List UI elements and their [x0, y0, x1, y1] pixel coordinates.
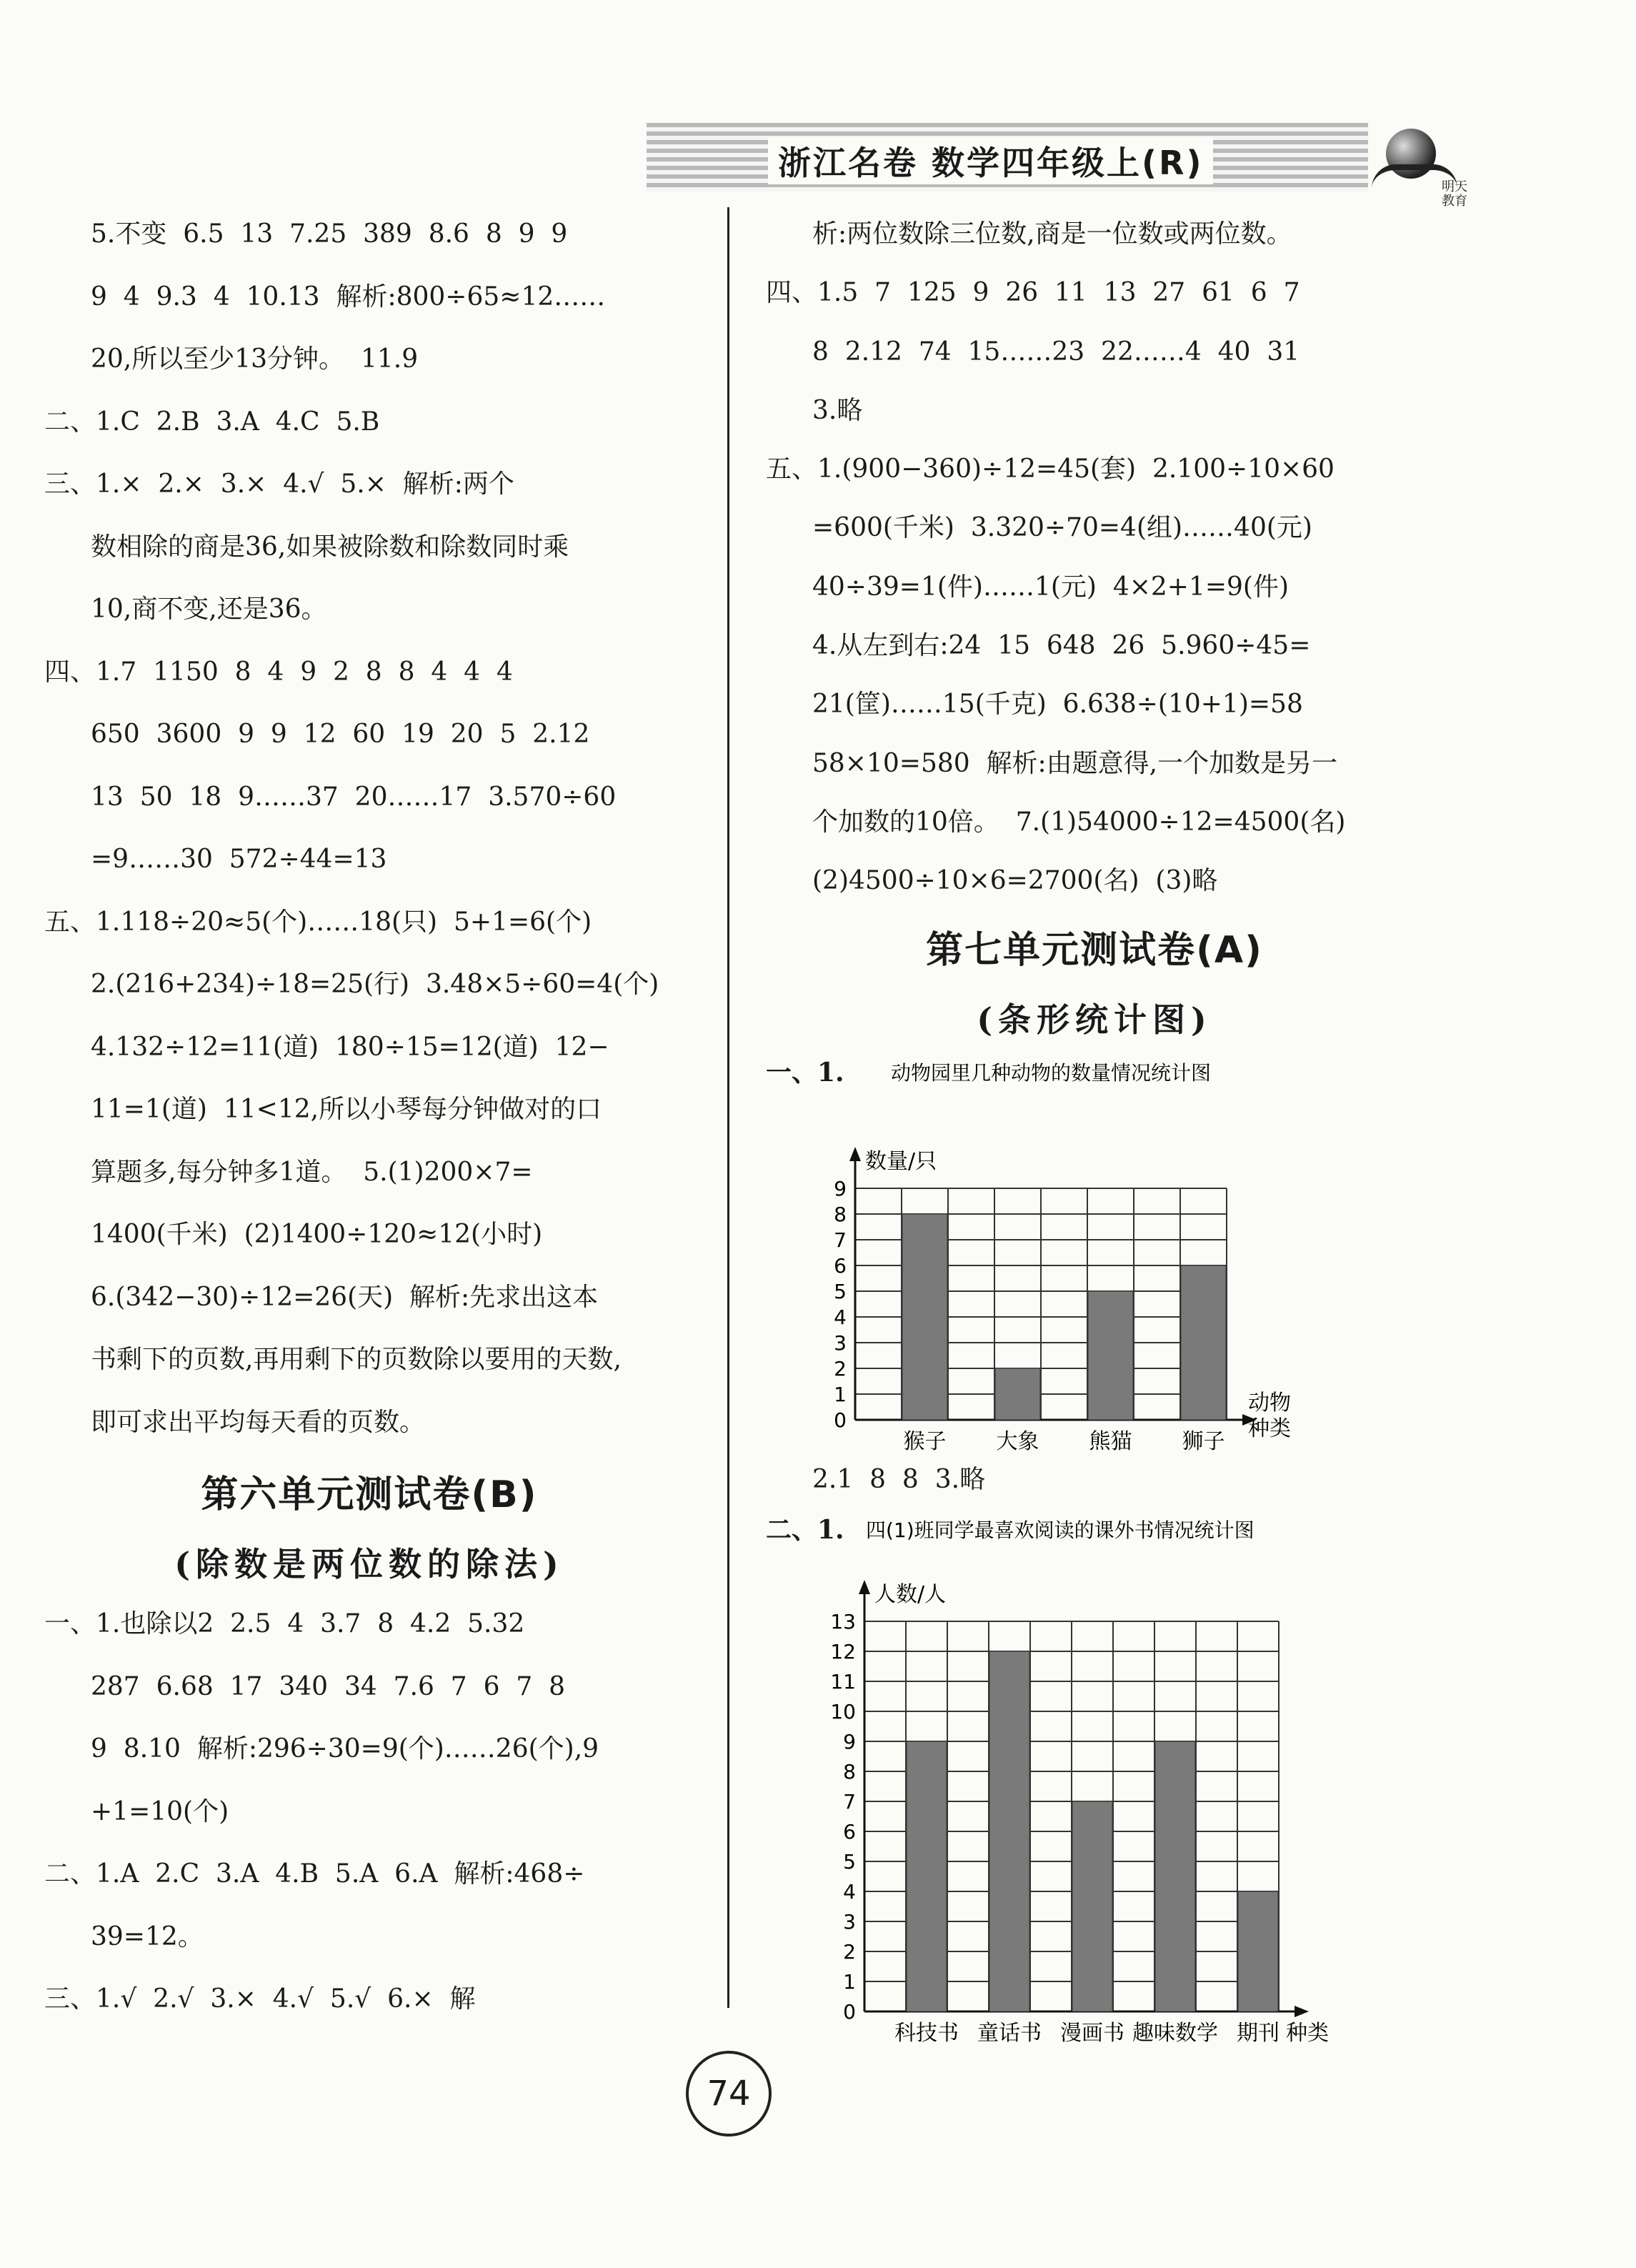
x-tick-label: 科技书 [894, 2020, 959, 2046]
answer-line: 析:两位数除三位数,商是一位数或两位数。 [812, 219, 1292, 249]
answer-line: 4.132÷12=11(道) 180÷15=12(道) 12− [91, 1032, 609, 1062]
chart1-block [766, 1054, 1423, 1454]
x-tick-label: 漫画书 [1060, 2020, 1124, 2046]
x-tick-label: 童话书 [977, 2020, 1042, 2046]
answer-line: 10,商不变,还是36。 [91, 595, 327, 624]
answer-line: 58×10=580 解析:由题意得,一个加数是另一 [812, 748, 1338, 778]
bar [995, 1368, 1040, 1420]
answer-line: 五、1.118÷20≈5(个)……18(只) 5+1=6(个) [44, 907, 592, 937]
x-axis-label: 动物 [1248, 1390, 1291, 1416]
answer-line: 21(筐)……15(千克) 6.638÷(10+1)=58 [812, 690, 1303, 720]
y-tick-label: 12 [830, 1639, 856, 1663]
x-tick-label: 熊猫 [1089, 1428, 1132, 1454]
header-banner [647, 123, 1432, 192]
q2-label: 二、1. [766, 1514, 844, 1545]
x-axis-label: 种类 [1248, 1416, 1291, 1441]
chart-title: 四(1)班同学最喜欢阅读的课外书情况统计图 [866, 1518, 1255, 1542]
answer-line: 即可求出平均每天看的页数。 [91, 1407, 426, 1437]
answer-line: 个加数的10倍。 7.(1)54000÷12=4500(名) [812, 807, 1346, 837]
logo-brand-text: 明天教育 [1442, 179, 1467, 209]
y-tick-label: 0 [834, 1408, 847, 1432]
answer-line: 9 8.10 解析:296÷30=9(个)……26(个),9 [91, 1734, 599, 1764]
bar [902, 1214, 947, 1420]
answer-line: 三、1.√ 2.√ 3.× 4.√ 5.√ 6.× 解 [44, 1984, 476, 2014]
bar [1181, 1265, 1226, 1420]
y-tick-label: 9 [834, 1176, 847, 1200]
x-tick-label: 期刊 [1237, 2020, 1280, 2046]
x-tick-label: 狮子 [1182, 1428, 1225, 1454]
section6-title: 第六单元测试卷(B) [201, 1473, 538, 1516]
answer-line: 40÷39=1(件)……1(元) 4×2+1=9(件) [812, 572, 1290, 602]
answer-line: 数相除的商是36,如果被除数和除数同时乘 [91, 532, 569, 562]
answer-line: 五、1.(900−360)÷12=45(套) 2.100÷10×60 [766, 454, 1335, 484]
y-tick-label: 0 [843, 1999, 856, 2024]
y-tick-label: 4 [834, 1305, 847, 1329]
bar [1238, 1891, 1278, 2011]
y-tick-label: 11 [830, 1669, 856, 1693]
answer-line: 287 6.68 17 340 34 7.6 7 6 7 8 [91, 1671, 566, 1701]
answer-line: 二、1.A 2.C 3.A 4.B 5.A 6.A 解析:468÷ [44, 1859, 585, 1889]
answer-line: 8 2.12 74 15……23 22……4 40 31 [812, 337, 1300, 367]
answer-line: 二、1.C 2.B 3.A 4.C 5.B [44, 407, 380, 437]
answer-line: 20,所以至少13分钟。 11.9 [91, 344, 419, 374]
x-tick-label: 猴子 [903, 1428, 947, 1454]
answer-line: 3.略 [812, 395, 863, 425]
section7-subtitle: (条形统计图) [977, 1000, 1212, 1039]
page-number: 74 [686, 2051, 772, 2137]
answer-line: 5.不变 6.5 13 7.25 389 8.6 8 9 9 [91, 219, 568, 249]
chart2-block [766, 1511, 1423, 2054]
section7-title: 第七单元测试卷(A) [926, 928, 1263, 972]
answer-line: 四、1.7 1150 8 4 9 2 8 8 4 4 4 [44, 657, 513, 687]
answer-line: 11=1(道) 11<12,所以小琴每分钟做对的口 [91, 1095, 602, 1124]
y-axis-arrow-icon [859, 1580, 870, 1594]
left-column [44, 209, 694, 2036]
answer-line: =600(千米) 3.320÷70=4(组)……40(元) [812, 513, 1312, 543]
bar [1088, 1291, 1133, 1420]
q1-after: 2.1 8 8 3.略 [812, 1464, 986, 1494]
y-tick-label: 9 [843, 1729, 856, 1754]
answer-line: =9……30 572÷44=13 [91, 845, 387, 874]
section6-subtitle: (除数是两位数的除法) [174, 1545, 564, 1583]
x-tick-label: 趣味数学 [1132, 2020, 1218, 2046]
y-tick-label: 5 [834, 1279, 847, 1303]
y-tick-label: 2 [843, 1939, 856, 1964]
y-tick-label: 3 [843, 1909, 856, 1934]
chart2 [766, 1511, 1423, 2054]
y-tick-label: 5 [843, 1849, 856, 1874]
y-tick-label: 4 [843, 1879, 856, 1904]
header-title: 浙江名卷 数学四年级上(R) [768, 137, 1213, 184]
y-tick-label: 8 [834, 1202, 847, 1226]
right-column [766, 209, 1423, 2054]
answer-line: 9 4 9.3 4 10.13 解析:800÷65≈12…… [91, 282, 606, 312]
answer-line: 四、1.5 7 125 9 26 11 13 27 61 6 7 [766, 278, 1300, 308]
answer-line: 算题多,每分钟多1道。 5.(1)200×7= [91, 1157, 533, 1187]
y-tick-label: 8 [843, 1759, 856, 1784]
y-tick-label: 1 [843, 1969, 856, 1994]
answer-line: 4.从左到右:24 15 648 26 5.960÷45= [812, 631, 1311, 661]
y-tick-label: 2 [834, 1356, 847, 1381]
y-tick-label: 13 [830, 1609, 856, 1633]
y-axis-label: 人数/人 [874, 1581, 947, 1607]
answer-line: 13 50 18 9……37 20……17 3.570÷60 [91, 782, 617, 812]
chart-title: 动物园里几种动物的数量情况统计图 [891, 1060, 1212, 1085]
answer-line: 650 3600 9 9 12 60 19 20 5 2.12 [91, 720, 590, 749]
bar [1072, 1801, 1112, 2011]
answer-line: 三、1.× 2.× 3.× 4.√ 5.× 解析:两个 [44, 469, 514, 499]
left-answers-1 [44, 209, 694, 1459]
answer-line: (2)4500÷10×6=2700(名) (3)略 [812, 866, 1218, 896]
y-axis-arrow-icon [849, 1147, 861, 1161]
answer-line: 一、1.也除以2 2.5 4 3.7 8 4.2 5.32 [44, 1609, 525, 1638]
column-divider [727, 207, 729, 2008]
answer-line: 书剩下的页数,再用剩下的页数除以要用的天数, [91, 1345, 622, 1374]
answer-line: +1=10(个) [91, 1796, 229, 1826]
y-tick-label: 7 [843, 1789, 856, 1814]
y-tick-label: 1 [834, 1382, 847, 1406]
y-tick-label: 6 [843, 1819, 856, 1844]
y-tick-label: 10 [830, 1699, 856, 1724]
x-axis-label: 种类 [1286, 2020, 1329, 2046]
left-answers-2 [44, 1598, 694, 2036]
y-tick-label: 6 [834, 1253, 847, 1278]
publisher-logo [1372, 114, 1472, 209]
answer-line: 2.(216+234)÷18=25(行) 3.48×5÷60=4(个) [91, 970, 659, 999]
answer-line: 1400(千米) (2)1400÷120≈12(小时) [91, 1220, 543, 1249]
bar [989, 1651, 1029, 2011]
x-axis-arrow-icon [1295, 2006, 1309, 2017]
q1-label: 一、1. [766, 1057, 844, 1088]
chart1 [766, 1054, 1423, 1454]
y-tick-label: 3 [834, 1331, 847, 1355]
bar [907, 1741, 947, 2011]
y-axis-label: 数量/只 [865, 1148, 937, 1174]
answer-line: 39=12。 [91, 1921, 204, 1951]
y-tick-label: 7 [834, 1228, 847, 1252]
bar [1155, 1741, 1195, 2011]
x-tick-label: 大象 [996, 1428, 1039, 1454]
answer-line: 6.(342−30)÷12=26(天) 解析:先求出这本 [91, 1282, 599, 1312]
right-answers [766, 209, 1423, 915]
